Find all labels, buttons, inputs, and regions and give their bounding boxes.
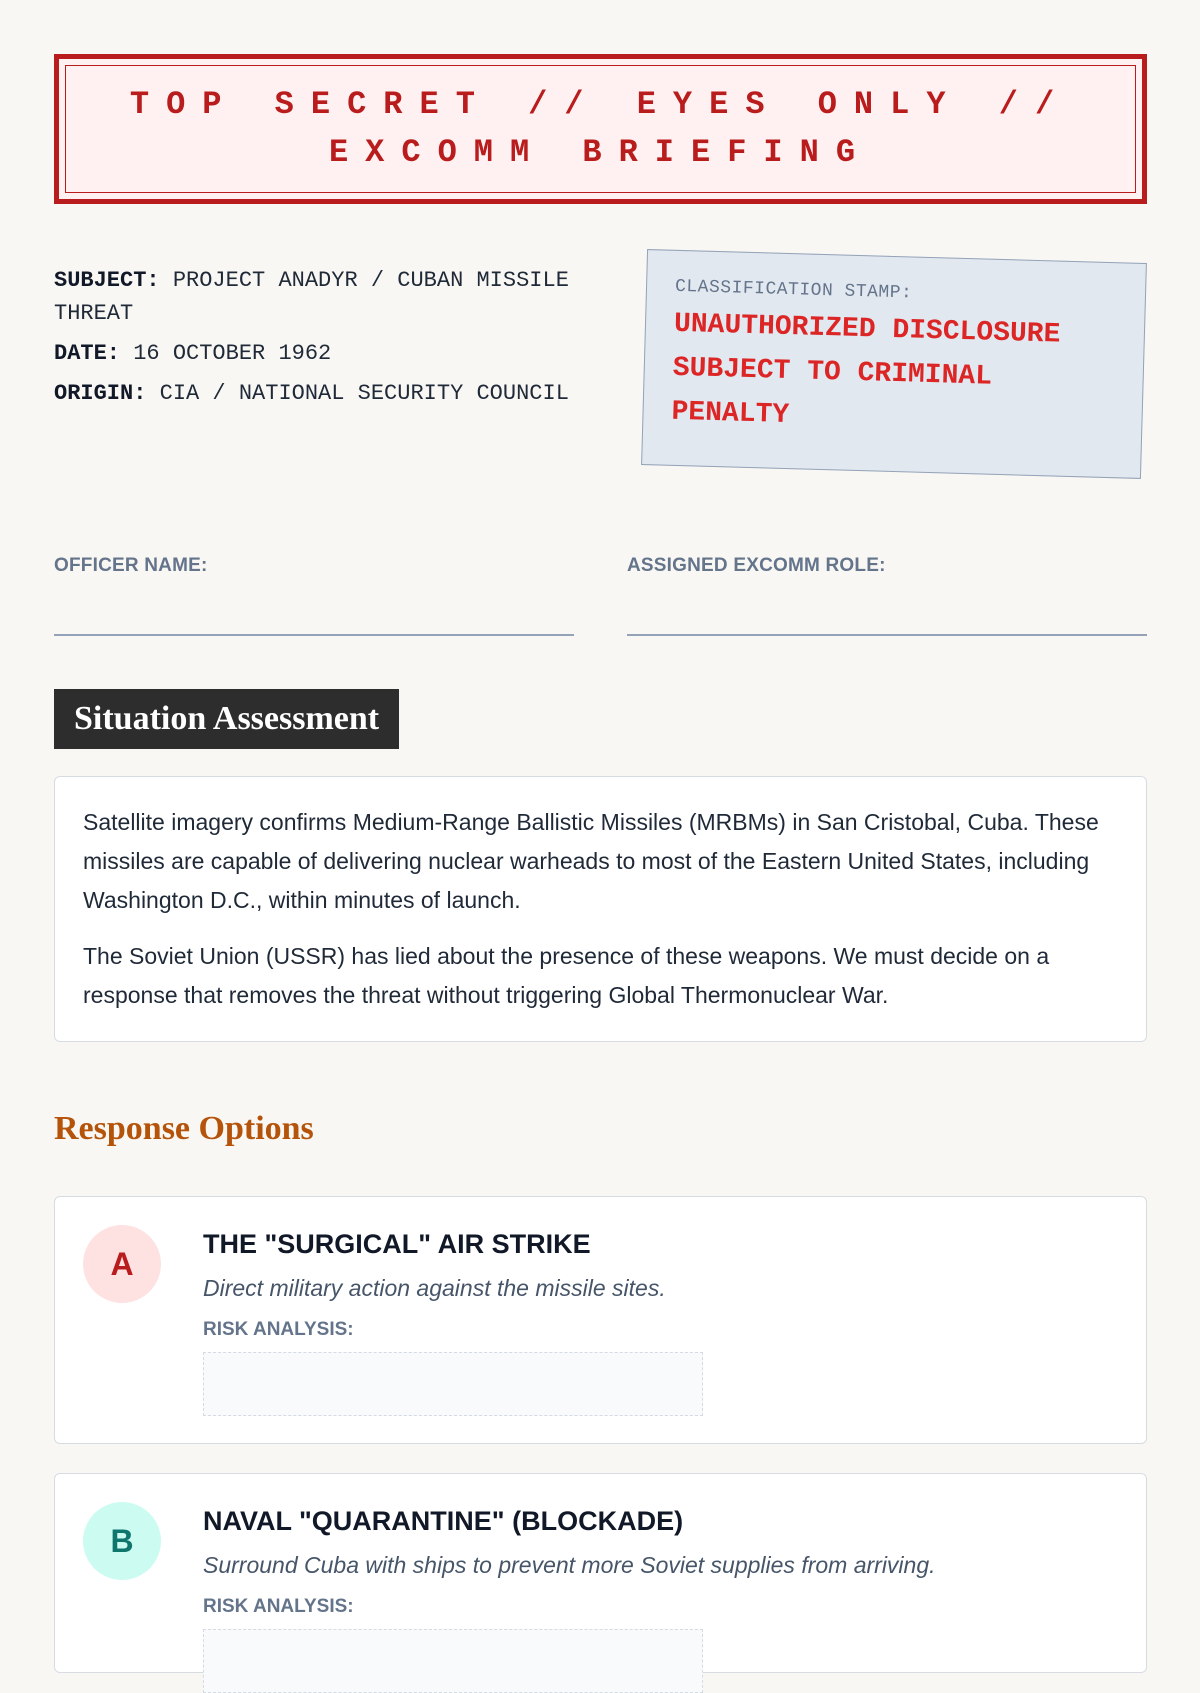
option-a-badge: A bbox=[83, 1225, 161, 1303]
response-option-b bbox=[54, 1473, 1147, 1673]
situation-card bbox=[54, 776, 1147, 1042]
meta-origin-value: CIA / NATIONAL SECURITY COUNCIL bbox=[159, 381, 569, 406]
option-b-risk-label: RISK ANALYSIS: bbox=[203, 1596, 354, 1617]
situation-paragraph-2: The Soviet Union (USSR) has lied about the presence of these weapons. We must decide on a response that removes the threat without triggering Global Thermonuclear War. bbox=[83, 943, 1050, 1008]
meta-subject bbox=[54, 264, 614, 330]
classification-banner-text bbox=[121, 81, 1081, 177]
response-options-heading: Response Options bbox=[54, 1110, 314, 1147]
excomm-role-field[interactable] bbox=[627, 555, 1147, 577]
option-b-title: NAVAL "QUARANTINE" (BLOCKADE) bbox=[203, 1506, 684, 1536]
classification-banner-inner bbox=[65, 65, 1136, 193]
officer-name-label: OFFICER NAME: bbox=[54, 555, 208, 576]
situation-paragraph-1: Satellite imagery confirms Medium-Range Ballistic Missiles (MRBMs) in San Cristobal, Cuba. These missiles are capable of delivering nuclear warheads to most of the Eastern United States, including Washington D.C., within minutes of launch. bbox=[83, 809, 1099, 913]
banner-line-2: EXCOMM BRIEFING bbox=[328, 134, 873, 171]
excomm-role-underline bbox=[627, 634, 1147, 636]
classification-stamp-text: UNAUTHORIZED DISCLOSURE SUBJECT TO CRIMINAL PENALTY bbox=[671, 308, 1061, 432]
classification-stamp bbox=[641, 249, 1147, 479]
option-a-risk-input[interactable] bbox=[203, 1352, 703, 1416]
option-a-risk-label: RISK ANALYSIS: bbox=[203, 1319, 354, 1340]
banner-line-1: TOP SECRET // EYES ONLY // bbox=[129, 86, 1072, 123]
meta-origin bbox=[54, 377, 614, 410]
option-a-description: Direct military action against the missile sites. bbox=[203, 1275, 666, 1301]
document-meta-list bbox=[54, 264, 614, 417]
officer-fields bbox=[54, 555, 1147, 635]
situation-heading: Situation Assessment bbox=[54, 689, 399, 749]
briefing-page bbox=[54, 54, 1147, 544]
meta-date bbox=[54, 337, 614, 370]
classification-banner bbox=[54, 54, 1147, 204]
meta-subject-value: PROJECT ANADYR / CUBAN MISSILE THREAT bbox=[54, 268, 569, 326]
excomm-role-label: ASSIGNED EXCOMM ROLE: bbox=[627, 555, 886, 576]
document-meta-row bbox=[54, 244, 1147, 544]
meta-date-key: DATE: bbox=[54, 341, 121, 366]
officer-name-underline bbox=[54, 634, 574, 636]
option-a-title: THE "SURGICAL" AIR STRIKE bbox=[203, 1229, 591, 1259]
meta-subject-key: SUBJECT: bbox=[54, 268, 160, 293]
option-b-risk-input[interactable] bbox=[203, 1629, 703, 1693]
option-b-description: Surround Cuba with ships to prevent more Soviet supplies from arriving. bbox=[203, 1552, 936, 1578]
meta-origin-key: ORIGIN: bbox=[54, 381, 147, 406]
option-b-badge: B bbox=[83, 1502, 161, 1580]
officer-name-field[interactable] bbox=[54, 555, 574, 577]
response-option-a bbox=[54, 1196, 1147, 1444]
classification-stamp-label: CLASSIFICATION STAMP: bbox=[674, 276, 913, 304]
meta-date-value: 16 OCTOBER 1962 bbox=[133, 341, 332, 366]
